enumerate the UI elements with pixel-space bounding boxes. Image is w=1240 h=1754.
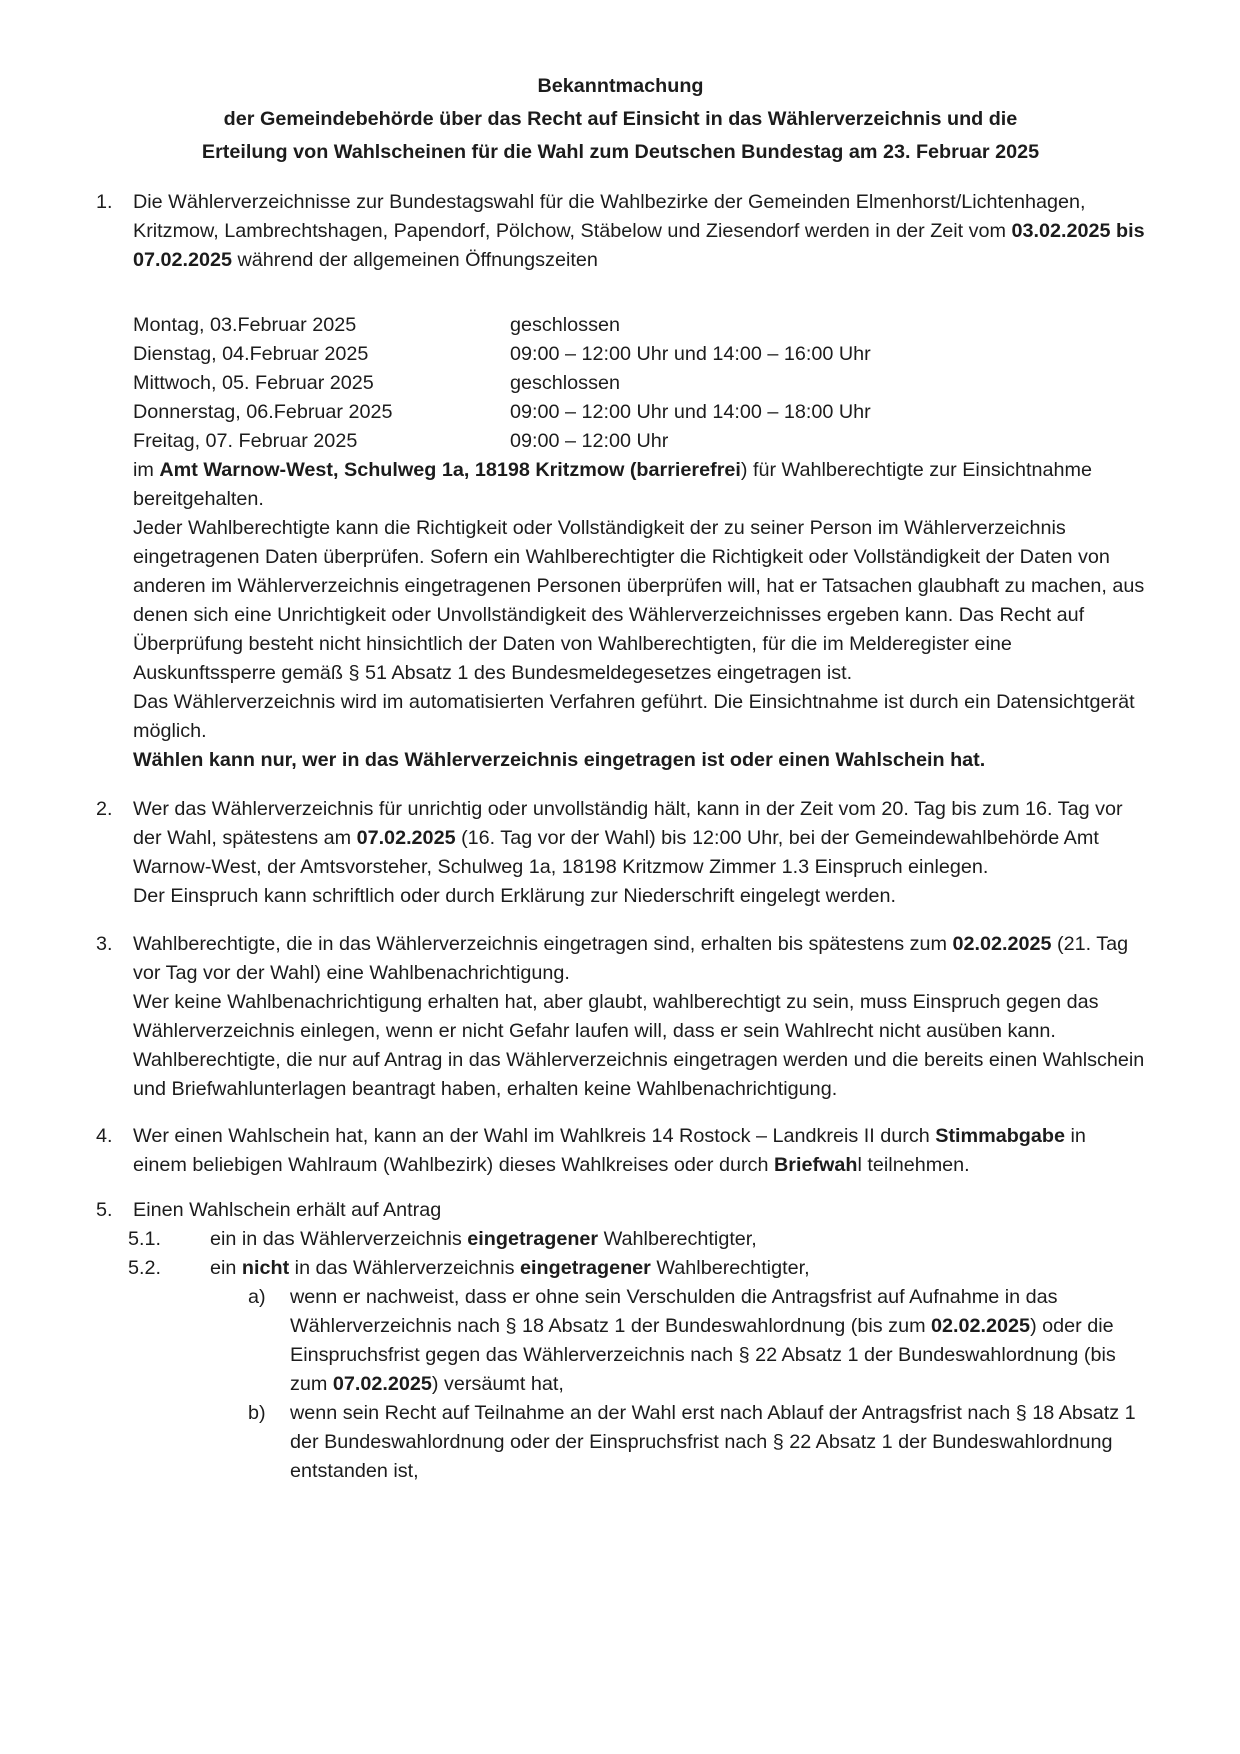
- paragraph-registered-voter: ein in das Wählerverzeichnis eingetragener Wahlberechtigter,: [210, 1228, 757, 1250]
- day-cell: Donnerstag, 06.Februar 2025: [133, 401, 393, 423]
- day-cell: Mittwoch, 05. Februar 2025: [133, 372, 374, 394]
- item-3-number: 3.: [96, 933, 113, 955]
- paragraph-automated-register: Das Wählerverzeichnis wird im automatisierten Verfahren geführt. Die Einsichtnahme ist durch ein Datensichtgerät möglich.: [133, 691, 1135, 742]
- item-5-number: 5.: [96, 1199, 113, 1221]
- time-cell: geschlossen: [510, 314, 620, 336]
- sub-item-5-2: [128, 1254, 1145, 1283]
- paragraph-registration-on-request: Wahlberechtigte, die nur auf Antrag in das Wählerverzeichnis eingetragen werden und die bereits einen Wahlschein und Briefwahlunterlagen beantragt haben, erhalten keine Wahlbenachrichtigung.: [133, 1049, 1145, 1100]
- title-line-2: der Gemeindebehörde über das Recht auf Einsicht in das Wählerverzeichnis und die: [223, 108, 1018, 130]
- time-cell: 09:00 – 12:00 Uhr und 14:00 – 18:00 Uhr: [510, 401, 871, 423]
- opening-hours-row: [133, 427, 1145, 456]
- paragraph-voting-requirement-bold: Wählen kann nur, wer in das Wählerverzeichnis eingetragen ist oder einen Wahlschein hat.: [133, 749, 986, 771]
- item-2-number: 2.: [96, 798, 113, 820]
- sub-item-5-1: [128, 1225, 1145, 1254]
- paragraph-objection-form: Der Einspruch kann schriftlich oder durch Erklärung zur Niederschrift eingelegt werden.: [133, 885, 897, 907]
- sub-item-5-1-number: 5.1.: [128, 1228, 161, 1250]
- opening-hours-row: [133, 369, 1145, 398]
- paragraph-missed-deadline: wenn er nachweist, dass er ohne sein Verschulden die Antragsfrist auf Aufnahme in das Wählerverzeichnis nach § 18 Absatz 1 der Bundeswahlordnung (bis zum 02.02.2025) oder die Einspruchsfrist gegen das Wählerverzeichnis nach § 22 Absatz 1 der Bundeswahlordnung (bis zum 07.02.2025) versäumt hat,: [290, 1286, 1116, 1395]
- document-title: [96, 70, 1145, 169]
- paragraph-ballot-paper-on-request: Einen Wahlschein erhält auf Antrag: [133, 1199, 442, 1221]
- sub-item-5-2-number: 5.2.: [128, 1257, 161, 1279]
- item-1-body: [133, 188, 1145, 775]
- paragraph-missing-notification: Wer keine Wahlbenachrichtigung erhalten hat, aber glaubt, wahlberechtigt zu sein, muss Einspruch gegen das Wählerverzeichnis einlegen, wenn er nicht Gefahr laufen will, dass er sein Wahlrecht nicht ausüben kann.: [133, 991, 1099, 1042]
- item-4-number: 4.: [96, 1125, 113, 1147]
- day-cell: Dienstag, 04.Februar 2025: [133, 343, 369, 365]
- paragraph-inspection-location: im Amt Warnow-West, Schulweg 1a, 18198 Kritzmow (barrierefrei) für Wahlberechtigte zur Einsichtnahme bereitgehalten.: [133, 459, 1092, 510]
- sub-item-a-label: a): [248, 1286, 266, 1308]
- item-1-number: 1.: [96, 191, 113, 213]
- sub-item-5-2-a: [248, 1283, 1145, 1399]
- time-cell: 09:00 – 12:00 Uhr: [510, 430, 669, 452]
- title-line-3: Erteilung von Wahlscheinen für die Wahl zum Deutschen Bundestag am 23. Februar 2025: [201, 141, 1040, 163]
- paragraph-objection-deadline: Wer das Wählerverzeichnis für unrichtig oder unvollständig hält, kann in der Zeit vom 20. Tag bis zum 16. Tag vor der Wahl, spätestens am 07.02.2025 (16. Tag vor der Wahl) bis 12:00 Uhr, bei der Gemeindewahlbehörde Amt Warnow-West, der Amtsvorsteher, Schulweg 1a, 18198 Kritzmow Zimmer 1.3 Einspruch einlegen.: [133, 798, 1123, 878]
- title-line-1: Bekanntmachung: [537, 75, 704, 97]
- sub-item-5-2-b: [248, 1399, 1145, 1486]
- item-2-body: [133, 795, 1145, 911]
- opening-hours-row: [133, 340, 1145, 369]
- list-item-5: [96, 1196, 1145, 1486]
- list-item-2: [96, 795, 1145, 911]
- day-cell: Freitag, 07. Februar 2025: [133, 430, 358, 452]
- paragraph-ballot-paper-usage: Wer einen Wahlschein hat, kann an der Wahl im Wahlkreis 14 Rostock – Landkreis II durch Stimmabgabe in einem beliebigen Wahlraum (Wahlbezirk) dieses Wahlkreises oder durch Briefwahl teilnehmen.: [133, 1125, 1086, 1176]
- paragraph-verification-rights: Jeder Wahlberechtigte kann die Richtigkeit oder Vollständigkeit der zu seiner Person im Wählerverzeichnis eingetragenen Daten überprüfen. Sofern ein Wahlberechtigter die Richtigkeit oder Vollständigkeit der Daten von anderen im Wählerverzeichnis eingetragenen Personen überprüfen will, hat er Tatsachen glaubhaft zu machen, aus denen sich eine Unrichtigkeit oder Unvollständigkeit des Wählerverzeichnisses ergeben kann. Das Recht auf Überprüfung besteht nicht hinsichtlich der Daten von Wahlberechtigten, für die im Melderegister eine Auskunftssperre gemäß § 51 Absatz 1 des Bundesmeldegesetzes eingetragen ist.: [133, 517, 1145, 684]
- day-cell: Montag, 03.Februar 2025: [133, 314, 357, 336]
- item-5-body: [128, 1196, 1145, 1486]
- paragraph-right-arose-later: wenn sein Recht auf Teilnahme an der Wahl erst nach Ablauf der Antragsfrist nach § 18 Absatz 1 der Bundeswahlordnung oder der Einspruchsfrist nach § 22 Absatz 1 der Bundeswahlordnung entstanden ist,: [290, 1402, 1136, 1482]
- paragraph-unregistered-voter: ein nicht in das Wählerverzeichnis eingetragener Wahlberechtigter,: [210, 1257, 810, 1279]
- paragraph-notification-date: Wahlberechtigte, die in das Wählerverzeichnis eingetragen sind, erhalten bis spätestens zum 02.02.2025 (21. Tag vor Tag vor der Wahl) eine Wahlbenachrichtigung.: [133, 933, 1129, 984]
- item-4-body: [133, 1122, 1145, 1180]
- opening-hours-table: [133, 311, 1145, 456]
- paragraph-register-inspection-period: Die Wählerverzeichnisse zur Bundestagswahl für die Wahlbezirke der Gemeinden Elmenhorst/Lichtenhagen, Kritzmow, Lambrechtshagen, Papendorf, Pölchow, Stäbelow und Ziesendorf werden in der Zeit vom 03.02.2025 bis 07.02.2025 während der allgemeinen Öffnungszeiten: [133, 191, 1145, 271]
- list-item-3: [96, 930, 1145, 1104]
- sub-item-b-label: b): [248, 1402, 266, 1424]
- list-item-1: [96, 188, 1145, 775]
- opening-hours-row: [133, 398, 1145, 427]
- list-item-4: [96, 1122, 1145, 1180]
- time-cell: geschlossen: [510, 372, 620, 394]
- time-cell: 09:00 – 12:00 Uhr und 14:00 – 16:00 Uhr: [510, 343, 871, 365]
- opening-hours-row: [133, 311, 1145, 340]
- item-3-body: [133, 930, 1145, 1104]
